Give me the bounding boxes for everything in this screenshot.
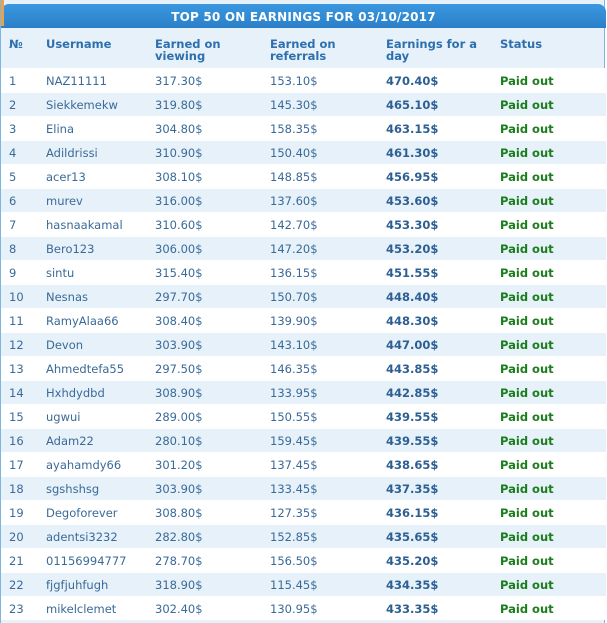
row-number: 6 <box>9 194 17 208</box>
row-day-earnings: 433.35$ <box>386 602 439 616</box>
row-day-earnings: 470.40$ <box>386 74 439 88</box>
row-earned-referrals: 150.55$ <box>270 410 318 424</box>
row-number: 13 <box>9 362 24 376</box>
row-earned-referrals: 133.95$ <box>270 386 318 400</box>
row-day-earnings: 453.20$ <box>386 242 439 256</box>
row-status: Paid out <box>500 194 554 208</box>
table-title: TOP 50 ON EARNINGS FOR 03/10/2017 <box>1 4 606 28</box>
row-earned-referrals: 150.40$ <box>270 146 318 160</box>
row-earned-referrals: 158.35$ <box>270 122 318 136</box>
row-number: 7 <box>9 218 17 232</box>
table-row <box>1 164 606 188</box>
row-earned-viewing: 317.30$ <box>155 74 203 88</box>
row-status: Paid out <box>500 410 554 424</box>
row-username: sintu <box>46 266 75 280</box>
row-day-earnings: 436.15$ <box>386 506 439 520</box>
row-earned-viewing: 308.80$ <box>155 506 203 520</box>
table-header <box>1 32 606 68</box>
row-username: fjgfjuhfugh <box>46 578 109 592</box>
row-day-earnings: 439.55$ <box>386 434 439 448</box>
row-earned-viewing: 308.90$ <box>155 386 203 400</box>
row-earned-viewing: 280.10$ <box>155 434 203 448</box>
row-day-earnings: 434.35$ <box>386 578 439 592</box>
row-number: 2 <box>9 98 17 112</box>
row-number: 14 <box>9 386 24 400</box>
accent-strip <box>1 0 4 26</box>
row-day-earnings: 456.95$ <box>386 170 439 184</box>
row-number: 17 <box>9 458 24 472</box>
row-earned-referrals: 156.50$ <box>270 554 318 568</box>
row-number: 11 <box>9 314 24 328</box>
row-earned-viewing: 297.70$ <box>155 290 203 304</box>
row-status: Paid out <box>500 482 554 496</box>
row-earned-referrals: 146.35$ <box>270 362 318 376</box>
row-day-earnings: 463.15$ <box>386 122 439 136</box>
row-status: Paid out <box>500 218 554 232</box>
table-row <box>1 428 606 452</box>
row-earned-viewing: 315.40$ <box>155 266 203 280</box>
row-status: Paid out <box>500 98 554 112</box>
table-row <box>1 188 606 212</box>
row-earned-referrals: 136.15$ <box>270 266 318 280</box>
table-row <box>1 524 606 548</box>
row-status: Paid out <box>500 314 554 328</box>
table-row <box>1 212 606 236</box>
table-row <box>1 500 606 524</box>
row-username: hasnaakamal <box>46 218 123 232</box>
table-row <box>1 92 606 116</box>
row-number: 9 <box>9 266 17 280</box>
row-number: 18 <box>9 482 24 496</box>
row-status: Paid out <box>500 602 554 616</box>
row-earned-viewing: 303.90$ <box>155 338 203 352</box>
row-earned-referrals: 147.20$ <box>270 242 318 256</box>
row-username: murev <box>46 194 83 208</box>
table-row <box>1 404 606 428</box>
row-username: RamyAlaa66 <box>46 314 119 328</box>
column-header-day-earnings: Earnings for a day <box>386 37 478 63</box>
row-earned-referrals: 153.10$ <box>270 74 318 88</box>
row-day-earnings: 451.55$ <box>386 266 439 280</box>
row-number: 20 <box>9 530 24 544</box>
row-username: Hxhdydbd <box>46 386 105 400</box>
row-earned-viewing: 308.40$ <box>155 314 203 328</box>
row-day-earnings: 435.65$ <box>386 530 439 544</box>
row-earned-referrals: 137.45$ <box>270 458 318 472</box>
row-username: Elina <box>46 122 74 136</box>
table-row <box>1 236 606 260</box>
row-username: Adam22 <box>46 434 94 448</box>
row-earned-viewing: 304.80$ <box>155 122 203 136</box>
row-day-earnings: 442.85$ <box>386 386 439 400</box>
row-day-earnings: 439.55$ <box>386 410 439 424</box>
row-earned-referrals: 115.45$ <box>270 578 318 592</box>
row-username: Devon <box>46 338 84 352</box>
row-earned-referrals: 127.35$ <box>270 506 318 520</box>
row-username: adentsi3232 <box>46 530 118 544</box>
row-earned-viewing: 319.80$ <box>155 98 203 112</box>
column-header-viewing: Earned on viewing <box>155 37 221 63</box>
table-row <box>1 356 606 380</box>
row-earned-referrals: 152.85$ <box>270 530 318 544</box>
row-earned-viewing: 310.60$ <box>155 218 203 232</box>
table-row <box>1 452 606 476</box>
column-header-referrals: Earned on referrals <box>270 37 336 63</box>
row-earned-viewing: 303.90$ <box>155 482 203 496</box>
row-earned-viewing: 306.00$ <box>155 242 203 256</box>
row-day-earnings: 443.85$ <box>386 362 439 376</box>
table-row <box>1 116 606 140</box>
row-username: mikelclemet <box>46 602 117 616</box>
table-row <box>1 308 606 332</box>
row-status: Paid out <box>500 530 554 544</box>
row-status: Paid out <box>500 242 554 256</box>
row-number: 12 <box>9 338 24 352</box>
row-status: Paid out <box>500 338 554 352</box>
row-number: 10 <box>9 290 24 304</box>
row-earned-viewing: 318.90$ <box>155 578 203 592</box>
row-day-earnings: 448.40$ <box>386 290 439 304</box>
row-earned-referrals: 133.45$ <box>270 482 318 496</box>
row-earned-viewing: 278.70$ <box>155 554 203 568</box>
table-row <box>1 68 606 92</box>
row-day-earnings: 461.30$ <box>386 146 439 160</box>
row-earned-referrals: 145.30$ <box>270 98 318 112</box>
row-day-earnings: 448.30$ <box>386 314 439 328</box>
row-earned-referrals: 143.10$ <box>270 338 318 352</box>
row-earned-viewing: 282.80$ <box>155 530 203 544</box>
table-row <box>1 332 606 356</box>
row-status: Paid out <box>500 434 554 448</box>
row-status: Paid out <box>500 554 554 568</box>
row-number: 1 <box>9 74 17 88</box>
row-number: 5 <box>9 170 17 184</box>
row-number: 23 <box>9 602 24 616</box>
row-earned-viewing: 301.20$ <box>155 458 203 472</box>
row-number: 21 <box>9 554 24 568</box>
row-number: 3 <box>9 122 17 136</box>
row-day-earnings: 465.10$ <box>386 98 439 112</box>
row-earned-viewing: 302.40$ <box>155 602 203 616</box>
row-day-earnings: 453.60$ <box>386 194 439 208</box>
row-status: Paid out <box>500 122 554 136</box>
row-earned-referrals: 137.60$ <box>270 194 318 208</box>
row-earned-viewing: 297.50$ <box>155 362 203 376</box>
row-earned-viewing: 316.00$ <box>155 194 203 208</box>
column-header-username: Username <box>46 37 112 51</box>
row-username: acer13 <box>46 170 86 184</box>
row-status: Paid out <box>500 458 554 472</box>
row-day-earnings: 447.00$ <box>386 338 439 352</box>
row-status: Paid out <box>500 74 554 88</box>
row-earned-referrals: 130.95$ <box>270 602 318 616</box>
row-status: Paid out <box>500 266 554 280</box>
table-row <box>1 140 606 164</box>
row-username: Bero123 <box>46 242 95 256</box>
row-day-earnings: 435.20$ <box>386 554 439 568</box>
row-status: Paid out <box>500 386 554 400</box>
row-status: Paid out <box>500 578 554 592</box>
row-username: Siekkemekw <box>46 98 118 112</box>
table-row <box>1 284 606 308</box>
row-earned-viewing: 308.10$ <box>155 170 203 184</box>
row-number: 22 <box>9 578 24 592</box>
row-status: Paid out <box>500 146 554 160</box>
row-day-earnings: 453.30$ <box>386 218 439 232</box>
table-row <box>1 572 606 596</box>
row-username: sgshshsg <box>46 482 100 496</box>
row-number: 19 <box>9 506 24 520</box>
row-number: 15 <box>9 410 24 424</box>
row-day-earnings: 437.35$ <box>386 482 439 496</box>
row-day-earnings: 438.65$ <box>386 458 439 472</box>
row-status: Paid out <box>500 170 554 184</box>
column-header-number: № <box>9 37 23 51</box>
row-earned-referrals: 139.90$ <box>270 314 318 328</box>
row-username: Ahmedtefa55 <box>46 362 125 376</box>
row-username: Adildrissi <box>46 146 98 160</box>
row-earned-viewing: 310.90$ <box>155 146 203 160</box>
row-username: NAZ11111 <box>46 74 107 88</box>
table-row <box>1 548 606 572</box>
row-earned-referrals: 142.70$ <box>270 218 318 232</box>
row-username: Nesnas <box>46 290 88 304</box>
table-row <box>1 596 606 620</box>
row-username: 01156994777 <box>46 554 127 568</box>
row-number: 4 <box>9 146 17 160</box>
row-earned-viewing: 289.00$ <box>155 410 203 424</box>
row-number: 16 <box>9 434 24 448</box>
column-header-status: Status <box>500 37 543 51</box>
row-username: Degoforever <box>46 506 118 520</box>
table-row <box>1 380 606 404</box>
row-username: ugwui <box>46 410 81 424</box>
row-status: Paid out <box>500 362 554 376</box>
row-earned-referrals: 159.45$ <box>270 434 318 448</box>
table-row <box>1 476 606 500</box>
row-earned-referrals: 148.85$ <box>270 170 318 184</box>
row-status: Paid out <box>500 506 554 520</box>
row-earned-referrals: 150.70$ <box>270 290 318 304</box>
row-status: Paid out <box>500 290 554 304</box>
row-username: ayahamdy66 <box>46 458 122 472</box>
row-number: 8 <box>9 242 17 256</box>
table-row <box>1 260 606 284</box>
